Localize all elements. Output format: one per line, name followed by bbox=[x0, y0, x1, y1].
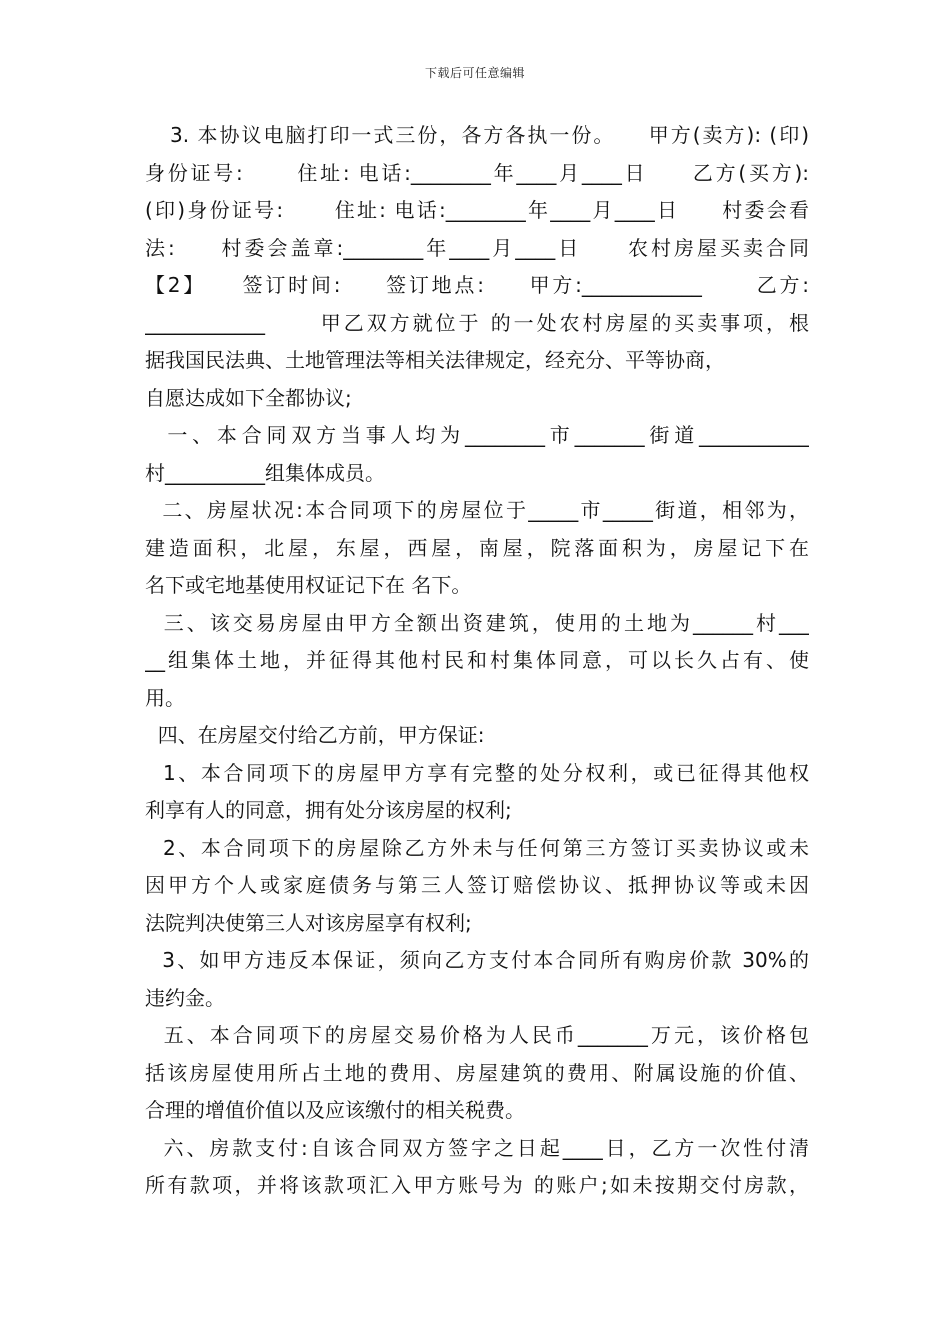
document-line: 六、房款支付:自该合同双方签字之日起____日，乙方一次性付清 bbox=[145, 1135, 809, 1160]
document-line: 法院判决使第三人对该房屋享有权利; bbox=[145, 910, 472, 935]
document-body bbox=[145, 117, 809, 1205]
document-line: 违约金。 bbox=[145, 985, 225, 1010]
document-line: 利享有人的同意，拥有处分该房屋的权利; bbox=[145, 798, 512, 822]
document-line: 身份证号: 住址: 电话:________年____月____日 乙方(买方): bbox=[145, 160, 809, 185]
document-line: (印)身份证号: 住址: 电话:________年____月____日 村委会看 bbox=[145, 198, 809, 222]
document-line: 名下或宅地基使用权证记下在 名下。 bbox=[145, 573, 472, 597]
document-line: 因甲方个人或家庭债务与第三人签订赔偿协议、抵押协议等或未因 bbox=[145, 873, 809, 897]
page-header-text: 下载后可任意编辑 bbox=[424, 66, 525, 80]
document-line: 合理的增值价值以及应该缴付的相关税费。 bbox=[145, 1098, 525, 1122]
document-line: __组集体土地，并征得其他村民和村集体同意，可以长久占有、使 bbox=[145, 648, 809, 672]
document-line: 四、在房屋交付给乙方前，甲方保证: bbox=[145, 723, 485, 747]
document-line: 法: 村委会盖章:________年____月____日 农村房屋买卖合同 bbox=[145, 235, 809, 260]
document-line: 自愿达成如下全都协议; bbox=[145, 385, 352, 410]
document-line: 所有款项，并将该款项汇入甲方账号为 的账户;如未按期交付房款， bbox=[145, 1173, 809, 1197]
document-line: 2、本合同项下的房屋除乙方外未与任何第三方签订买卖协议或未 bbox=[145, 835, 809, 860]
document-line: 括该房屋使用所占土地的费用、房屋建筑的费用、附属设施的价值、 bbox=[145, 1060, 809, 1085]
document-line: 一、本合同双方当事人均为________市_______街道___________ bbox=[145, 423, 809, 447]
document-line: 村__________组集体成员。 bbox=[145, 460, 385, 485]
document-line: 【2】 签订时间: 签订地点: 甲方:____________ 乙方: bbox=[145, 273, 809, 297]
document-line: 1、本合同项下的房屋甲方享有完整的处分权利，或已征得其他权 bbox=[145, 760, 809, 785]
document-line: 据我国民法典、土地管理法等相关法律规定，经充分、平等协商， bbox=[145, 348, 725, 372]
document-line: ____________ 甲乙双方就位于 的一处农村房屋的买卖事项，根 bbox=[145, 310, 809, 335]
document-line: 五、本合同项下的房屋交易价格为人民币_______万元，该价格包 bbox=[145, 1023, 809, 1047]
document-line: 建造面积，北屋，东屋，西屋，南屋，院落面积为，房屋记下在 bbox=[145, 535, 809, 560]
document-line: 二、房屋状况:本合同项下的房屋位于_____市_____街道，相邻为， bbox=[145, 498, 809, 522]
document-line: 3、如甲方违反本保证，须向乙方支付本合同所有购房价款 30%的 bbox=[145, 948, 809, 972]
document-line: 3. 本协议电脑打印一式三份，各方各执一份。 甲方(卖方): (印) bbox=[145, 123, 809, 147]
document-line: 用。 bbox=[145, 685, 185, 710]
document-line: 三、该交易房屋由甲方全额出资建筑，使用的土地为______村___ bbox=[145, 610, 809, 635]
